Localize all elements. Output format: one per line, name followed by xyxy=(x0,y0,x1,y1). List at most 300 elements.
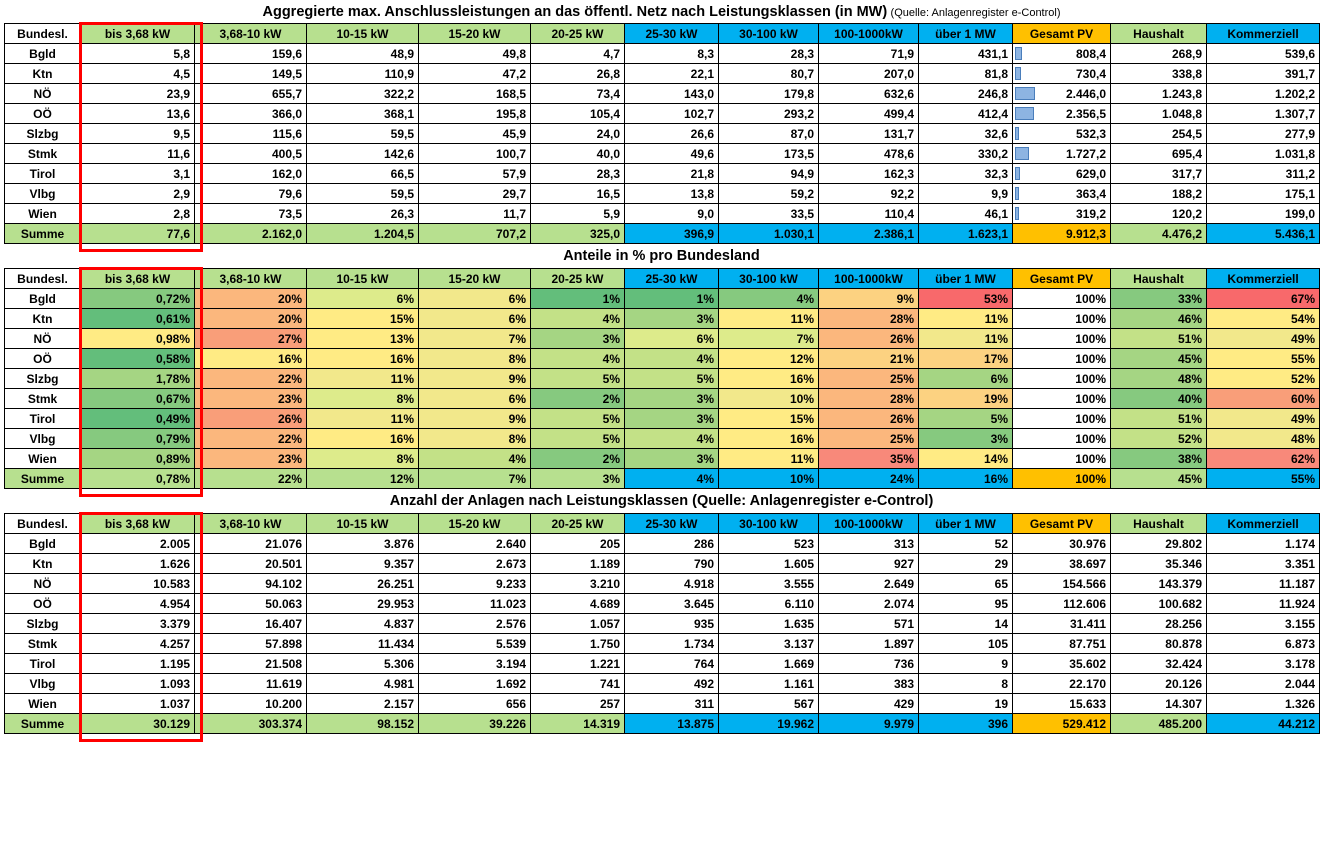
summary-value: 30.129 xyxy=(81,714,195,734)
cell-kommerziell: 1.326 xyxy=(1207,694,1320,714)
cell-kommerziell: 48% xyxy=(1207,429,1320,449)
cell-value: 16% xyxy=(719,429,819,449)
cell-value: 4.954 xyxy=(81,594,195,614)
column-header-2: 3,68-10 kW xyxy=(195,514,307,534)
cell-kommerziell: 199,0 xyxy=(1207,204,1320,224)
cell-value: 23% xyxy=(195,389,307,409)
cell-value: 4% xyxy=(625,429,719,449)
cell-kommerziell: 175,1 xyxy=(1207,184,1320,204)
cell-value: 11% xyxy=(919,329,1013,349)
cell-value: 3.137 xyxy=(719,634,819,654)
row-label: Tirol xyxy=(5,654,81,674)
databar xyxy=(1015,147,1029,160)
cell-value: 2.005 xyxy=(81,534,195,554)
summary-kommerziell: 55% xyxy=(1207,469,1320,489)
cell-kommerziell: 67% xyxy=(1207,289,1320,309)
cell-value: 159,6 xyxy=(195,44,307,64)
cell-value: 19 xyxy=(919,694,1013,714)
cell-kommerziell: 1.307,7 xyxy=(1207,104,1320,124)
column-header-5: 20-25 kW xyxy=(531,514,625,534)
table-row xyxy=(5,44,1320,64)
cell-value: 16.407 xyxy=(195,614,307,634)
cell-total: 22.170 xyxy=(1013,674,1111,694)
cell-value: 4.689 xyxy=(531,594,625,614)
cell-value: 1.669 xyxy=(719,654,819,674)
cell-value: 16% xyxy=(719,369,819,389)
cell-haushalt: 33% xyxy=(1111,289,1207,309)
cell-kommerziell: 11.187 xyxy=(1207,574,1320,594)
column-header-3: 10-15 kW xyxy=(307,269,419,289)
cell-value: 25% xyxy=(819,429,919,449)
cell-value: 790 xyxy=(625,554,719,574)
column-header-4: 15-20 kW xyxy=(419,269,531,289)
row-label: Stmk xyxy=(5,634,81,654)
cell-value: 3.876 xyxy=(307,534,419,554)
cell-value: 16% xyxy=(307,349,419,369)
cell-value: 927 xyxy=(819,554,919,574)
row-label: Wien xyxy=(5,694,81,714)
row-label: Vlbg xyxy=(5,184,81,204)
table-row xyxy=(5,674,1320,694)
cell-kommerziell: 3.155 xyxy=(1207,614,1320,634)
row-label: Ktn xyxy=(5,309,81,329)
cell-value: 20.501 xyxy=(195,554,307,574)
cell-total: 100% xyxy=(1013,309,1111,329)
cell-value: 1.189 xyxy=(531,554,625,574)
table-row xyxy=(5,614,1320,634)
cell-value: 94,9 xyxy=(719,164,819,184)
column-header-4: 15-20 kW xyxy=(419,24,531,44)
cell-value: 1.093 xyxy=(81,674,195,694)
cell-value: 115,6 xyxy=(195,124,307,144)
cell-value: 3.379 xyxy=(81,614,195,634)
cell-value: 9.357 xyxy=(307,554,419,574)
cell-value: 21.508 xyxy=(195,654,307,674)
cell-value: 143,0 xyxy=(625,84,719,104)
cell-value: 26,6 xyxy=(625,124,719,144)
cell-value: 1.605 xyxy=(719,554,819,574)
cell-value: 1% xyxy=(625,289,719,309)
cell-value: 2.640 xyxy=(419,534,531,554)
summary-value: 0,78% xyxy=(81,469,195,489)
cell-value: 24,0 xyxy=(531,124,625,144)
cell-total: 730,4 xyxy=(1013,64,1111,84)
cell-value: 23,9 xyxy=(81,84,195,104)
column-header-9: über 1 MW xyxy=(919,514,1013,534)
summary-row xyxy=(5,224,1320,244)
cell-value: 523 xyxy=(719,534,819,554)
row-label: Slzbg xyxy=(5,124,81,144)
row-label: Tirol xyxy=(5,164,81,184)
cell-value: 16,5 xyxy=(531,184,625,204)
cell-value: 142,6 xyxy=(307,144,419,164)
cell-value: 2% xyxy=(531,449,625,469)
cell-total: 100% xyxy=(1013,369,1111,389)
cell-value: 1.221 xyxy=(531,654,625,674)
cell-value: 13,6 xyxy=(81,104,195,124)
cell-value: 20% xyxy=(195,309,307,329)
cell-value: 94.102 xyxy=(195,574,307,594)
cell-value: 26% xyxy=(819,409,919,429)
cell-value: 322,2 xyxy=(307,84,419,104)
cell-value: 655,7 xyxy=(195,84,307,104)
column-header-3: 10-15 kW xyxy=(307,514,419,534)
column-header-11: Haushalt xyxy=(1111,269,1207,289)
cell-value: 12% xyxy=(719,349,819,369)
cell-value: 3,1 xyxy=(81,164,195,184)
cell-value: 35% xyxy=(819,449,919,469)
cell-value: 2.157 xyxy=(307,694,419,714)
cell-value: 48,9 xyxy=(307,44,419,64)
summary-value: 10% xyxy=(719,469,819,489)
cell-haushalt: 254,5 xyxy=(1111,124,1207,144)
summary-value: 12% xyxy=(307,469,419,489)
cell-value: 0,67% xyxy=(81,389,195,409)
cell-haushalt: 20.126 xyxy=(1111,674,1207,694)
cell-value: 632,6 xyxy=(819,84,919,104)
cell-value: 9% xyxy=(819,289,919,309)
section1-title-main: Aggregierte max. Anschlussleistungen an das öffentl. Netz nach Leistungsklassen (in MW) xyxy=(262,4,888,20)
cell-haushalt: 51% xyxy=(1111,409,1207,429)
cell-total: 15.633 xyxy=(1013,694,1111,714)
summary-total: 529.412 xyxy=(1013,714,1111,734)
column-header-8: 100-1000kW xyxy=(819,269,919,289)
table-row xyxy=(5,594,1320,614)
cell-value: 14% xyxy=(919,449,1013,469)
cell-value: 21.076 xyxy=(195,534,307,554)
cell-value: 28% xyxy=(819,309,919,329)
row-label: Slzbg xyxy=(5,614,81,634)
cell-value: 246,8 xyxy=(919,84,1013,104)
cell-value: 21,8 xyxy=(625,164,719,184)
cell-value: 1.195 xyxy=(81,654,195,674)
cell-value: 8 xyxy=(919,674,1013,694)
cell-value: 95 xyxy=(919,594,1013,614)
row-label: Bgld xyxy=(5,289,81,309)
row-label: NÖ xyxy=(5,84,81,104)
table-row xyxy=(5,409,1320,429)
cell-value: 7% xyxy=(719,329,819,349)
cell-total: 100% xyxy=(1013,429,1111,449)
cell-value: 195,8 xyxy=(419,104,531,124)
cell-total: 87.751 xyxy=(1013,634,1111,654)
cell-value: 59,5 xyxy=(307,184,419,204)
cell-value: 16% xyxy=(307,429,419,449)
row-label: Bgld xyxy=(5,44,81,64)
row-label: Stmk xyxy=(5,389,81,409)
cell-value: 205 xyxy=(531,534,625,554)
column-header-2: 3,68-10 kW xyxy=(195,24,307,44)
cell-total: 100% xyxy=(1013,349,1111,369)
cell-value: 81,8 xyxy=(919,64,1013,84)
summary-value: 39.226 xyxy=(419,714,531,734)
cell-value: 400,5 xyxy=(195,144,307,164)
cell-haushalt: 338,8 xyxy=(1111,64,1207,84)
cell-value: 2.074 xyxy=(819,594,919,614)
cell-value: 28% xyxy=(819,389,919,409)
summary-value: 19.962 xyxy=(719,714,819,734)
cell-value: 2% xyxy=(531,389,625,409)
cell-value: 741 xyxy=(531,674,625,694)
summary-value: 2.162,0 xyxy=(195,224,307,244)
cell-value: 14 xyxy=(919,614,1013,634)
cell-value: 1.750 xyxy=(531,634,625,654)
cell-value: 5% xyxy=(625,369,719,389)
cell-haushalt: 188,2 xyxy=(1111,184,1207,204)
cell-value: 10% xyxy=(719,389,819,409)
cell-haushalt: 14.307 xyxy=(1111,694,1207,714)
cell-haushalt: 40% xyxy=(1111,389,1207,409)
cell-total: 100% xyxy=(1013,449,1111,469)
section2-title: Anteile in % pro Bundesland xyxy=(563,248,760,264)
section1-title xyxy=(4,2,1319,23)
cell-value: 313 xyxy=(819,534,919,554)
cell-total: 319,2 xyxy=(1013,204,1111,224)
table-row xyxy=(5,634,1320,654)
cell-value: 736 xyxy=(819,654,919,674)
cell-value: 311 xyxy=(625,694,719,714)
cell-value: 2.673 xyxy=(419,554,531,574)
cell-value: 1,78% xyxy=(81,369,195,389)
cell-value: 3.555 xyxy=(719,574,819,594)
column-header-6: 25-30 kW xyxy=(625,269,719,289)
cell-haushalt: 317,7 xyxy=(1111,164,1207,184)
column-header-1: bis 3,68 kW xyxy=(81,269,195,289)
row-label: OÖ xyxy=(5,594,81,614)
cell-total: 35.602 xyxy=(1013,654,1111,674)
cell-value: 49,6 xyxy=(625,144,719,164)
cell-value: 0,72% xyxy=(81,289,195,309)
column-header-10: Gesamt PV xyxy=(1013,514,1111,534)
cell-haushalt: 28.256 xyxy=(1111,614,1207,634)
cell-value: 22,1 xyxy=(625,64,719,84)
column-header-7: 30-100 kW xyxy=(719,514,819,534)
cell-value: 1.626 xyxy=(81,554,195,574)
databar xyxy=(1015,167,1020,180)
summary-value: 14.319 xyxy=(531,714,625,734)
cell-value: 71,9 xyxy=(819,44,919,64)
cell-value: 4,7 xyxy=(531,44,625,64)
column-header-12: Kommerziell xyxy=(1207,514,1320,534)
cell-total: 38.697 xyxy=(1013,554,1111,574)
cell-haushalt: 143.379 xyxy=(1111,574,1207,594)
cell-haushalt: 1.048,8 xyxy=(1111,104,1207,124)
cell-value: 4% xyxy=(531,309,625,329)
column-header-0: Bundesl. xyxy=(5,514,81,534)
column-header-0: Bundesl. xyxy=(5,269,81,289)
cell-haushalt: 45% xyxy=(1111,349,1207,369)
cell-value: 32,3 xyxy=(919,164,1013,184)
cell-value: 13,8 xyxy=(625,184,719,204)
summary-value: 325,0 xyxy=(531,224,625,244)
column-header-7: 30-100 kW xyxy=(719,24,819,44)
cell-kommerziell: 1.031,8 xyxy=(1207,144,1320,164)
cell-value: 383 xyxy=(819,674,919,694)
cell-haushalt: 120,2 xyxy=(1111,204,1207,224)
table-row xyxy=(5,534,1320,554)
cell-value: 366,0 xyxy=(195,104,307,124)
column-header-5: 20-25 kW xyxy=(531,24,625,44)
cell-value: 80,7 xyxy=(719,64,819,84)
cell-value: 1.692 xyxy=(419,674,531,694)
cell-value: 429 xyxy=(819,694,919,714)
cell-value: 4.257 xyxy=(81,634,195,654)
summary-value: 98.152 xyxy=(307,714,419,734)
cell-value: 33,5 xyxy=(719,204,819,224)
summary-kommerziell: 5.436,1 xyxy=(1207,224,1320,244)
table-row xyxy=(5,574,1320,594)
cell-value: 9.233 xyxy=(419,574,531,594)
cell-value: 57.898 xyxy=(195,634,307,654)
table-row xyxy=(5,429,1320,449)
cell-total: 808,4 xyxy=(1013,44,1111,64)
cell-value: 26,3 xyxy=(307,204,419,224)
table-row xyxy=(5,554,1320,574)
cell-value: 100,7 xyxy=(419,144,531,164)
summary-value: 303.374 xyxy=(195,714,307,734)
cell-value: 8,3 xyxy=(625,44,719,64)
cell-value: 3% xyxy=(919,429,1013,449)
column-header-10: Gesamt PV xyxy=(1013,24,1111,44)
cell-value: 6% xyxy=(419,289,531,309)
cell-total: 363,4 xyxy=(1013,184,1111,204)
cell-total: 100% xyxy=(1013,329,1111,349)
row-label: Vlbg xyxy=(5,674,81,694)
cell-value: 9,9 xyxy=(919,184,1013,204)
cell-value: 3.194 xyxy=(419,654,531,674)
cell-kommerziell: 311,2 xyxy=(1207,164,1320,184)
cell-value: 0,98% xyxy=(81,329,195,349)
cell-kommerziell: 539,6 xyxy=(1207,44,1320,64)
cell-kommerziell: 49% xyxy=(1207,409,1320,429)
cell-value: 5,9 xyxy=(531,204,625,224)
cell-value: 105,4 xyxy=(531,104,625,124)
cell-value: 0,89% xyxy=(81,449,195,469)
cell-value: 2.649 xyxy=(819,574,919,594)
cell-value: 57,9 xyxy=(419,164,531,184)
cell-value: 499,4 xyxy=(819,104,919,124)
cell-value: 79,6 xyxy=(195,184,307,204)
table-header-row xyxy=(5,24,1320,44)
cell-value: 8% xyxy=(307,389,419,409)
section1-title-source: (Quelle: Anlagenregister e-Control) xyxy=(890,7,1061,19)
cell-value: 16% xyxy=(195,349,307,369)
cell-value: 4% xyxy=(531,349,625,369)
column-header-7: 30-100 kW xyxy=(719,269,819,289)
summary-value: 1.030,1 xyxy=(719,224,819,244)
column-header-6: 25-30 kW xyxy=(625,514,719,534)
cell-value: 9 xyxy=(919,654,1013,674)
summary-value: 2.386,1 xyxy=(819,224,919,244)
row-label: NÖ xyxy=(5,574,81,594)
cell-value: 32,6 xyxy=(919,124,1013,144)
cell-value: 1.161 xyxy=(719,674,819,694)
table-row xyxy=(5,349,1320,369)
cell-value: 92,2 xyxy=(819,184,919,204)
table-anzahl-anlagen xyxy=(4,513,1320,734)
cell-kommerziell: 49% xyxy=(1207,329,1320,349)
cell-kommerziell: 3.351 xyxy=(1207,554,1320,574)
cell-value: 1.057 xyxy=(531,614,625,634)
summary-value: 9.979 xyxy=(819,714,919,734)
cell-value: 4% xyxy=(625,349,719,369)
cell-total: 100% xyxy=(1013,409,1111,429)
summary-haushalt: 4.476,2 xyxy=(1111,224,1207,244)
column-header-10: Gesamt PV xyxy=(1013,269,1111,289)
row-label: Stmk xyxy=(5,144,81,164)
summary-label: Summe xyxy=(5,714,81,734)
cell-value: 9,5 xyxy=(81,124,195,144)
cell-value: 6% xyxy=(307,289,419,309)
cell-value: 3.210 xyxy=(531,574,625,594)
column-header-1: bis 3,68 kW xyxy=(81,514,195,534)
cell-kommerziell: 62% xyxy=(1207,449,1320,469)
summary-value: 396,9 xyxy=(625,224,719,244)
row-label: Slzbg xyxy=(5,369,81,389)
cell-kommerziell: 60% xyxy=(1207,389,1320,409)
table-row xyxy=(5,84,1320,104)
cell-kommerziell: 1.174 xyxy=(1207,534,1320,554)
cell-kommerziell: 55% xyxy=(1207,349,1320,369)
cell-value: 5% xyxy=(531,369,625,389)
cell-value: 73,4 xyxy=(531,84,625,104)
row-label: OÖ xyxy=(5,104,81,124)
row-label: NÖ xyxy=(5,329,81,349)
cell-value: 11% xyxy=(719,449,819,469)
cell-value: 0,49% xyxy=(81,409,195,429)
cell-value: 11.619 xyxy=(195,674,307,694)
cell-value: 162,0 xyxy=(195,164,307,184)
column-header-4: 15-20 kW xyxy=(419,514,531,534)
summary-value: 22% xyxy=(195,469,307,489)
cell-haushalt: 695,4 xyxy=(1111,144,1207,164)
cell-value: 9% xyxy=(419,409,531,429)
column-header-1: bis 3,68 kW xyxy=(81,24,195,44)
section3-title: Anzahl der Anlagen nach Leistungsklassen (Quelle: Anlagenregister e-Control) xyxy=(389,493,934,509)
cell-value: 8% xyxy=(419,349,531,369)
cell-value: 11.023 xyxy=(419,594,531,614)
cell-value: 6.110 xyxy=(719,594,819,614)
cell-value: 4.837 xyxy=(307,614,419,634)
cell-haushalt: 35.346 xyxy=(1111,554,1207,574)
cell-haushalt: 29.802 xyxy=(1111,534,1207,554)
cell-value: 25% xyxy=(819,369,919,389)
cell-value: 28,3 xyxy=(719,44,819,64)
column-header-2: 3,68-10 kW xyxy=(195,269,307,289)
cell-value: 5.306 xyxy=(307,654,419,674)
databar xyxy=(1015,187,1019,200)
cell-value: 11% xyxy=(307,369,419,389)
cell-value: 22% xyxy=(195,429,307,449)
cell-value: 7% xyxy=(419,329,531,349)
summary-value: 707,2 xyxy=(419,224,531,244)
table-row xyxy=(5,104,1320,124)
column-header-8: 100-1000kW xyxy=(819,24,919,44)
cell-kommerziell: 6.873 xyxy=(1207,634,1320,654)
cell-total: 31.411 xyxy=(1013,614,1111,634)
summary-value: 13.875 xyxy=(625,714,719,734)
cell-value: 162,3 xyxy=(819,164,919,184)
summary-total: 100% xyxy=(1013,469,1111,489)
table-row xyxy=(5,329,1320,349)
cell-total: 100% xyxy=(1013,389,1111,409)
cell-value: 9% xyxy=(419,369,531,389)
cell-haushalt: 38% xyxy=(1111,449,1207,469)
cell-value: 293,2 xyxy=(719,104,819,124)
cell-value: 131,7 xyxy=(819,124,919,144)
cell-haushalt: 52% xyxy=(1111,429,1207,449)
row-label: Bgld xyxy=(5,534,81,554)
